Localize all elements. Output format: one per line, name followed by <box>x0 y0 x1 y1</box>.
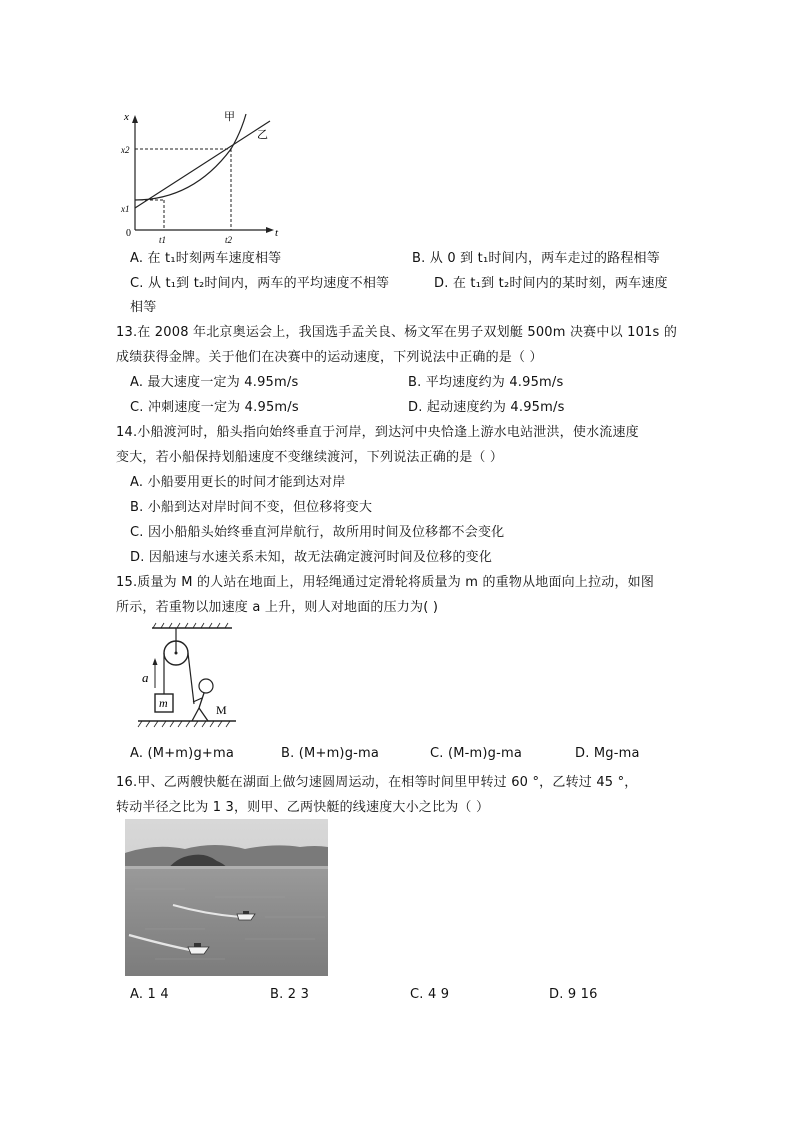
t1-label: t1 <box>159 235 167 245</box>
curve-jia <box>135 114 246 200</box>
q15-stem-line1: 15.质量为 M 的人站在地面上，用轻绳通过定滑轮将质量为 m 的重物从地面向上拉动，如图 <box>116 575 655 590</box>
q16-stem-line1: 16.甲、乙两艘快艇在湖面上做匀速圆周运动，在相等时间里甲转过 60 °，乙转过 45 °， <box>116 775 638 790</box>
curve-jia-label: 甲 <box>224 111 235 123</box>
q16-option-b: B. 2 3 <box>270 987 310 1002</box>
q16-option-a: A. 1 4 <box>130 987 169 1002</box>
x1-label: x1 <box>121 204 130 214</box>
q12-option-d-cont: 相等 <box>130 300 157 315</box>
x-axis-label: x <box>124 111 129 123</box>
q13-option-b: B. 平均速度约为 4.95m/s <box>408 375 564 390</box>
q15-option-a: A. (M+m)g+ma <box>130 746 235 761</box>
q16-option-c: C. 4 9 <box>410 987 450 1002</box>
q15-option-d: D. Mg-ma <box>575 746 640 761</box>
q14-stem-line1: 14.小船渡河时，船头指向始终垂直于河岸，到达河中央恰逢上游水电站泄洪，使水流速度 <box>116 425 639 440</box>
t-axis-label: t <box>275 227 279 239</box>
q14-option-c: C. 因小船船头始终垂直河岸航行，故所用时间及位移都不会变化 <box>130 525 505 540</box>
x2-label: x2 <box>121 145 130 155</box>
q14-option-b: B. 小船到达对岸时间不变，但位移将变大 <box>130 500 373 515</box>
q15-option-b: B. (M+m)g-ma <box>281 746 380 761</box>
q16-stem-line2: 转动半径之比为 1 3，则甲、乙两快艇的线速度大小之比为（ ） <box>116 800 490 815</box>
line-yi <box>135 121 270 208</box>
q16-option-d: D. 9 16 <box>549 987 598 1002</box>
q13-option-c: C. 冲刺速度一定为 4.95m/s <box>130 400 299 415</box>
person-head <box>199 679 213 693</box>
curve-yi-label: 乙 <box>257 129 268 141</box>
q13-option-a: A. 最大速度一定为 4.95m/s <box>130 375 299 390</box>
pulley-figure <box>136 622 240 734</box>
q12-option-a: A. 在 t₁时刻两车速度相等 <box>130 251 282 266</box>
q13-stem-line2: 成绩获得金牌。关于他们在决赛中的运动速度，下列说法中正确的是（ ） <box>116 350 543 365</box>
mass-big-label: M <box>216 703 227 717</box>
q15-stem-line2: 所示，若重物以加速度 a 上升，则人对地面的压力为( ) <box>116 600 439 615</box>
q13-option-d: D. 起动速度约为 4.95m/s <box>408 400 565 415</box>
q14-option-d: D. 因船速与水速关系未知，故无法确定渡河时间及位移的变化 <box>130 550 493 565</box>
q14-option-a: A. 小船要用更长的时间才能到达对岸 <box>130 475 346 490</box>
q12-option-d: D. 在 t₁到 t₂时间内的某时刻，两车速度 <box>434 276 668 291</box>
x-axis-arrow <box>132 115 138 123</box>
q14-stem-line2: 变大，若小船保持划船速度不变继续渡河，下列说法正确的是（ ） <box>116 450 504 465</box>
t2-label: t2 <box>225 235 233 245</box>
origin-label: 0 <box>126 228 131 239</box>
xt-graph <box>118 110 288 245</box>
q13-stem-line1: 13.在 2008 年北京奥运会上，我国选手孟关良、杨文军在男子双划艇 500m 决赛中以 101s 的 <box>116 325 678 340</box>
accel-label: a <box>142 670 149 685</box>
speedboat-photo <box>125 819 328 976</box>
mass-small-label: m <box>159 696 168 710</box>
q12-option-c: C. 从 t₁到 t₂时间内，两车的平均速度不相等 <box>130 276 390 291</box>
q15-option-c: C. (M-m)g-ma <box>430 746 523 761</box>
t-axis-arrow <box>266 227 274 233</box>
q12-option-b: B. 从 0 到 t₁时间内，两车走过的路程相等 <box>412 251 660 266</box>
